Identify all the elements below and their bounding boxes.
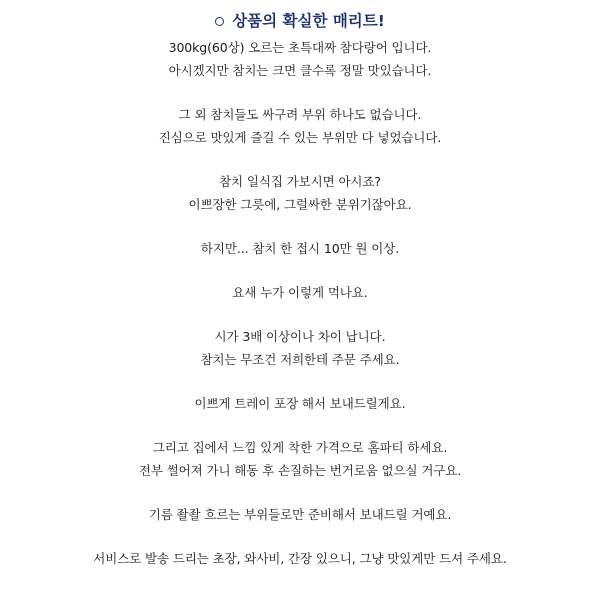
paragraph [0, 281, 600, 304]
text-line: 그 외 참치들도 싸구려 부위 하나도 없습니다. [178, 107, 422, 122]
text-line: 300kg(60상) 오르는 초특대짜 참다랑어 입니다. [168, 40, 432, 55]
text-line: 진심으로 맛있게 즐길 수 있는 부위만 다 넣었습니다. [158, 130, 442, 145]
text-line: 이쁘게 트레이 포장 해서 보내드릴게요. [194, 396, 406, 411]
paragraph [0, 547, 600, 570]
text-line: 아시겠지만 참치는 크면 클수록 정말 맛있습니다. [168, 63, 432, 78]
text-line: 전부 썰어져 가니 해동 후 손질하는 번거로움 없으실 거구요. [138, 463, 462, 478]
paragraph [0, 503, 600, 526]
circle-bullet-icon [215, 17, 224, 26]
paragraph [0, 237, 600, 260]
section-title-text: 상품의 확실한 매리트! [232, 12, 385, 30]
paragraph [0, 325, 600, 371]
text-line: 참치 일식집 가보시면 아시죠? [219, 174, 381, 189]
paragraph [0, 36, 600, 82]
paragraph [0, 170, 600, 216]
text-line: 서비스로 발송 드리는 초장, 와사비, 간장 있으니, 그냥 맛있게만 드셔 주세요. [93, 551, 507, 566]
text-line: 이쁘장한 그릇에, 그럴싸한 분위기잖아요. [188, 197, 412, 212]
text-line: 하지만... 참치 한 접시 10만 원 이상. [200, 241, 400, 256]
text-line: 기름 좔좔 흐르는 부위들로만 준비해서 보내드릴 거예요. [148, 507, 452, 522]
text-line: 시가 3배 이상이나 차이 납니다. [214, 329, 386, 344]
paragraph [0, 392, 600, 415]
paragraph [0, 103, 600, 149]
text-line: 요새 누가 이렇게 먹나요. [232, 285, 368, 300]
paragraph [0, 436, 600, 482]
text-line: 그리고 집에서 느낌 있게 착한 가격으로 홈파티 하세요. [152, 440, 448, 455]
text-line: 참치는 무조건 저희한테 주문 주세요. [200, 352, 400, 367]
description-body [0, 36, 600, 570]
section-title [0, 10, 600, 32]
